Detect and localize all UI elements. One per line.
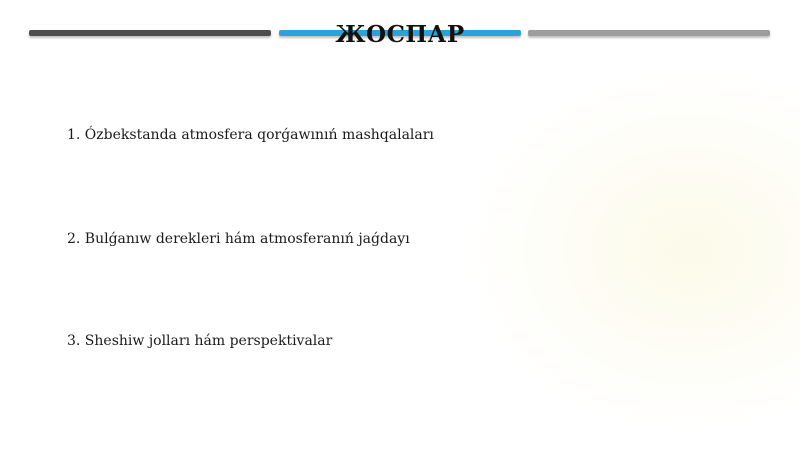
slide-title: ЖОСПАР xyxy=(335,21,465,48)
plan-item-2: 2. Bulǵanıw derekleri hám atmosferanıń jaǵdayı xyxy=(67,231,410,247)
plan-item-3: 3. Sheshiw jolları hám perspektivalar xyxy=(67,333,333,349)
plan-item-1: 1. Ózbekstanda atmosfera qorǵawınıń mashqalaları xyxy=(67,127,434,143)
